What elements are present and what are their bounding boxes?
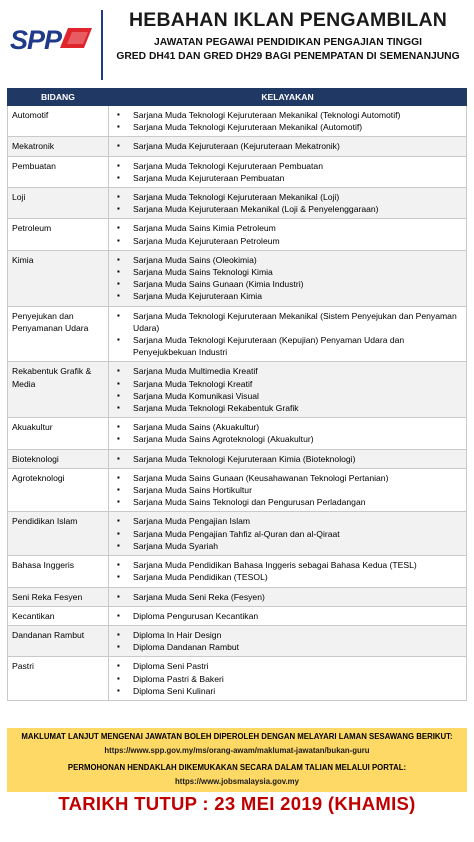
table-row bbox=[8, 449, 467, 468]
bidang-cell: Pendidikan Islam bbox=[8, 512, 109, 556]
bidang-cell: Pembuatan bbox=[8, 156, 109, 187]
kelayakan-cell bbox=[109, 137, 467, 156]
kelayakan-list bbox=[113, 109, 462, 133]
list-item: ▪ Sarjana Muda Kejuruteraan Kimia bbox=[113, 290, 462, 302]
table-row bbox=[8, 219, 467, 250]
bidang-cell: Seni Reka Fesyen bbox=[8, 587, 109, 606]
table-row bbox=[8, 156, 467, 187]
table-row bbox=[8, 606, 467, 625]
kelayakan-list bbox=[113, 365, 462, 414]
list-item: ▪ Diploma In Hair Design bbox=[113, 629, 462, 641]
bidang-cell: Kimia bbox=[8, 250, 109, 306]
table-row bbox=[8, 188, 467, 219]
list-item: ▪ Sarjana Muda Pendidikan (TESOL) bbox=[113, 571, 462, 583]
header-divider bbox=[101, 10, 103, 80]
list-item: ▪ Sarjana Muda Sains Agroteknologi (Akuakultur) bbox=[113, 433, 462, 445]
kelayakan-cell bbox=[109, 418, 467, 449]
table-row bbox=[8, 625, 467, 656]
list-item: ▪ Diploma Dandanan Rambut bbox=[113, 641, 462, 653]
bidang-cell: Dandanan Rambut bbox=[8, 625, 109, 656]
table-row bbox=[8, 106, 467, 137]
page-header bbox=[0, 0, 474, 82]
kelayakan-cell bbox=[109, 449, 467, 468]
table-row bbox=[8, 657, 467, 701]
list-item: ▪ Sarjana Muda Sains Gunaan (Keusahawanan Teknologi Pertanian) bbox=[113, 472, 462, 484]
kelayakan-cell bbox=[109, 468, 467, 512]
bidang-cell: Bioteknologi bbox=[8, 449, 109, 468]
qualifications-table bbox=[7, 88, 467, 701]
kelayakan-list bbox=[113, 191, 462, 215]
bidang-cell: Akuakultur bbox=[8, 418, 109, 449]
list-item: ▪ Sarjana Muda Kejuruteraan Mekanikal (Loji & Penyelenggaraan) bbox=[113, 203, 462, 215]
spp-logo bbox=[8, 22, 94, 56]
kelayakan-list bbox=[113, 629, 462, 653]
kelayakan-cell bbox=[109, 657, 467, 701]
kelayakan-list bbox=[113, 610, 462, 622]
kelayakan-list bbox=[113, 222, 462, 246]
list-item: ▪ Sarjana Muda Sains Teknologi Kimia bbox=[113, 266, 462, 278]
bidang-cell: Rekabentuk Grafik & Media bbox=[8, 362, 109, 418]
bidang-cell: Petroleum bbox=[8, 219, 109, 250]
kelayakan-cell bbox=[109, 219, 467, 250]
kelayakan-list bbox=[113, 140, 462, 152]
kelayakan-cell bbox=[109, 188, 467, 219]
bidang-cell: Bahasa Inggeris bbox=[8, 556, 109, 587]
closing-date: TARIKH TUTUP : 23 MEI 2019 (KHAMIS) bbox=[58, 793, 416, 814]
kelayakan-cell bbox=[109, 306, 467, 362]
table-row bbox=[8, 306, 467, 362]
kelayakan-cell bbox=[109, 556, 467, 587]
table-row bbox=[8, 137, 467, 156]
kelayakan-cell bbox=[109, 156, 467, 187]
list-item: ▪ Sarjana Muda Komunikasi Visual bbox=[113, 390, 462, 402]
table-row bbox=[8, 250, 467, 306]
list-item: ▪ Sarjana Muda Sains Hortikultur bbox=[113, 484, 462, 496]
info-line-1: MAKLUMAT LANJUT MENGENAI JAWATAN BOLEH DIPEROLEH DENGAN MELAYARI LAMAN SESAWANG BERIKUT: bbox=[21, 732, 453, 741]
list-item: ▪ Sarjana Muda Teknologi Rekabentuk Grafik bbox=[113, 402, 462, 414]
bidang-cell: Kecantikan bbox=[8, 606, 109, 625]
bidang-cell: Mekatronik bbox=[8, 137, 109, 156]
list-item: ▪ Sarjana Muda Kejuruteraan Petroleum bbox=[113, 235, 462, 247]
table-row bbox=[8, 512, 467, 556]
kelayakan-list bbox=[113, 453, 462, 465]
kelayakan-list bbox=[113, 591, 462, 603]
table-row bbox=[8, 468, 467, 512]
page-title: HEBAHAN IKLAN PENGAMBILAN bbox=[128, 9, 448, 31]
kelayakan-cell bbox=[109, 512, 467, 556]
title-block bbox=[106, 8, 470, 64]
kelayakan-cell bbox=[109, 625, 467, 656]
kelayakan-cell bbox=[109, 606, 467, 625]
list-item: ▪ Diploma Pastri & Bakeri bbox=[113, 673, 462, 685]
list-item: ▪ Sarjana Muda Sains Kimia Petroleum bbox=[113, 222, 462, 234]
list-item: ▪ Sarjana Muda Sains Gunaan (Kimia Industri) bbox=[113, 278, 462, 290]
kelayakan-list bbox=[113, 421, 462, 445]
list-item: ▪ Sarjana Muda Kejuruteraan (Kejuruteraan Mekatronik) bbox=[113, 140, 462, 152]
page-subtitle-1: JAWATAN PEGAWAI PENDIDIKAN PENGAJIAN TINGGI bbox=[154, 37, 422, 48]
list-item: ▪ Sarjana Muda Teknologi Kejuruteraan Mekanikal (Sistem Penyejukan dan Penyaman Udara) bbox=[113, 310, 462, 334]
bidang-cell: Penyejukan dan Penyamanan Udara bbox=[8, 306, 109, 362]
bidang-cell: Loji bbox=[8, 188, 109, 219]
list-item: ▪ Sarjana Muda Sains (Oleokimia) bbox=[113, 254, 462, 266]
info-link-1[interactable]: https://www.spp.gov.my/ms/orang-awam/maklumat-jawatan/bukan-guru bbox=[104, 746, 370, 755]
kelayakan-cell bbox=[109, 362, 467, 418]
list-item: ▪ Diploma Seni Pastri bbox=[113, 660, 462, 672]
logo-text: SPP bbox=[10, 25, 62, 55]
column-header-kelayakan: KELAYAKAN bbox=[109, 89, 467, 106]
kelayakan-list bbox=[113, 660, 462, 697]
list-item: ▪ Sarjana Muda Teknologi Kejuruteraan Mekanikal (Loji) bbox=[113, 191, 462, 203]
table-row bbox=[8, 556, 467, 587]
list-item: ▪ Sarjana Muda Teknologi Kejuruteraan Mekanikal (Automotif) bbox=[113, 121, 462, 133]
kelayakan-list bbox=[113, 310, 462, 359]
kelayakan-list bbox=[113, 254, 462, 303]
bidang-cell: Agroteknologi bbox=[8, 468, 109, 512]
list-item: ▪ Diploma Pengurusan Kecantikan bbox=[113, 610, 462, 622]
list-item: ▪ Sarjana Muda Teknologi Kreatif bbox=[113, 378, 462, 390]
info-line-2: PERMOHONAN HENDAKLAH DIKEMUKAKAN SECARA DALAM TALIAN MELALUI PORTAL: bbox=[67, 763, 407, 772]
list-item: ▪ Sarjana Muda Multimedia Kreatif bbox=[113, 365, 462, 377]
list-item: ▪ Sarjana Muda Sains Teknologi dan Pengurusan Perladangan bbox=[113, 496, 462, 508]
info-footer bbox=[7, 728, 467, 792]
list-item: ▪ Sarjana Muda Sains (Akuakultur) bbox=[113, 421, 462, 433]
list-item: ▪ Sarjana Muda Kejuruteraan Pembuatan bbox=[113, 172, 462, 184]
list-item: ▪ Sarjana Muda Teknologi Kejuruteraan Mekanikal (Teknologi Automotif) bbox=[113, 109, 462, 121]
table-body bbox=[8, 106, 467, 701]
list-item: ▪ Sarjana Muda Pengajian Tahfiz al-Quran dan al-Qiraat bbox=[113, 528, 462, 540]
list-item: ▪ Sarjana Muda Teknologi Kejuruteraan Kimia (Bioteknologi) bbox=[113, 453, 462, 465]
list-item: ▪ Sarjana Muda Pengajian Islam bbox=[113, 515, 462, 527]
table-row bbox=[8, 362, 467, 418]
kelayakan-cell bbox=[109, 250, 467, 306]
column-header-bidang: BIDANG bbox=[8, 89, 109, 106]
bidang-cell: Pastri bbox=[8, 657, 109, 701]
list-item: ▪ Sarjana Muda Seni Reka (Fesyen) bbox=[113, 591, 462, 603]
list-item: ▪ Sarjana Muda Syariah bbox=[113, 540, 462, 552]
table-header-row bbox=[8, 89, 467, 106]
page-subtitle-2: GRED DH41 DAN GRED DH29 BAGI PENEMPATAN DI SEMENANJUNG bbox=[116, 51, 460, 62]
bidang-cell: Automotif bbox=[8, 106, 109, 137]
table-row bbox=[8, 418, 467, 449]
list-item: ▪ Sarjana Muda Pendidikan Bahasa Inggeris sebagai Bahasa Kedua (TESL) bbox=[113, 559, 462, 571]
kelayakan-cell bbox=[109, 587, 467, 606]
kelayakan-cell bbox=[109, 106, 467, 137]
list-item: ▪ Sarjana Muda Teknologi Kejuruteraan (Kepujian) Penyaman Udara dan Penyejukbekuan Industri bbox=[113, 334, 462, 358]
list-item: ▪ Diploma Seni Kulinari bbox=[113, 685, 462, 697]
table-row bbox=[8, 587, 467, 606]
list-item: ▪ Sarjana Muda Teknologi Kejuruteraan Pembuatan bbox=[113, 160, 462, 172]
kelayakan-list bbox=[113, 515, 462, 552]
info-link-2[interactable]: https://www.jobsmalaysia.gov.my bbox=[175, 777, 299, 786]
kelayakan-list bbox=[113, 559, 462, 583]
kelayakan-list bbox=[113, 160, 462, 184]
kelayakan-list bbox=[113, 472, 462, 509]
